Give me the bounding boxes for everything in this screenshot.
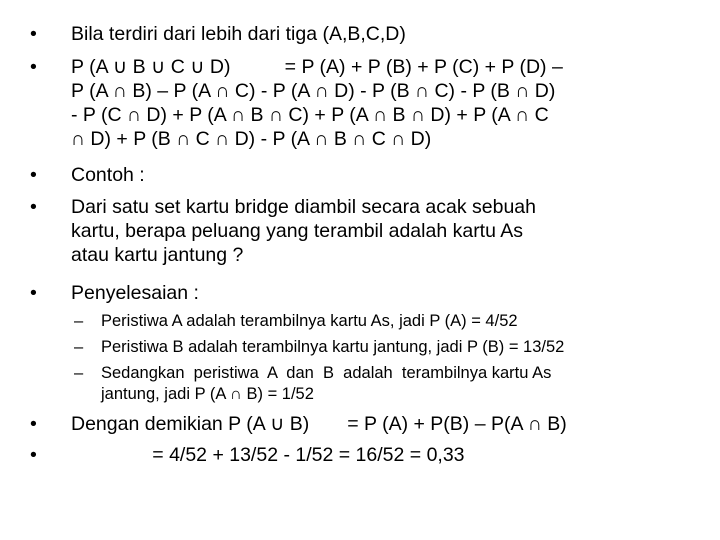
sub-bullet-text: jantung, jadi P (A ∩ B) = 1/52	[101, 385, 314, 403]
bullet-text: Penyelesaian :	[71, 282, 199, 304]
formula-line: ∩ D) + P (B ∩ C ∩ D) - P (A ∩ B ∩ C ∩ D)	[71, 128, 432, 150]
problem-line: kartu, berapa peluang yang terambil adalah kartu As	[71, 220, 524, 242]
bullet-marker: •	[30, 164, 37, 186]
problem-line: atau kartu jantung ?	[71, 244, 244, 266]
problem-line: Dari satu set kartu bridge diambil secara acak sebuah	[71, 196, 536, 218]
sub-bullet-text: Peristiwa A adalah terambilnya kartu As, jadi P (A) = 4/52	[101, 312, 518, 330]
dash-marker: –	[74, 364, 84, 382]
dash-marker: –	[74, 338, 84, 356]
bullet-marker: •	[30, 282, 37, 304]
bullet-marker: •	[30, 56, 37, 78]
bullet-marker: •	[30, 196, 37, 218]
result-line: = 4/52 + 13/52 - 1/52 = 16/52 = 0,33	[71, 444, 465, 466]
bullet-text: Contoh :	[71, 164, 145, 186]
bullet-marker: •	[30, 23, 37, 45]
bullet-marker: •	[30, 413, 37, 435]
formula-line: - P (C ∩ D) + P (A ∩ B ∩ C) + P (A ∩ B ∩ D) + P (A ∩ C	[71, 104, 549, 126]
dash-marker: –	[74, 312, 84, 330]
formula-line: P (A ∩ B) – P (A ∩ C) - P (A ∩ D) - P (B ∩ C) - P (B ∩ D)	[71, 80, 556, 102]
bullet-text: Bila terdiri dari lebih dari tiga (A,B,C,D)	[71, 23, 406, 45]
formula-line: P (A ∪ B ∪ C ∪ D) = P (A) + P (B) + P (C) + P (D) –	[71, 56, 563, 78]
bullet-marker: •	[30, 444, 37, 466]
conclusion-line: Dengan demikian P (A ∪ B) = P (A) + P(B) – P(A ∩ B)	[71, 413, 567, 435]
sub-bullet-text: Peristiwa B adalah terambilnya kartu jantung, jadi P (B) = 13/52	[101, 338, 565, 356]
sub-bullet-text: Sedangkan peristiwa A dan B adalah terambilnya kartu As	[101, 364, 552, 382]
